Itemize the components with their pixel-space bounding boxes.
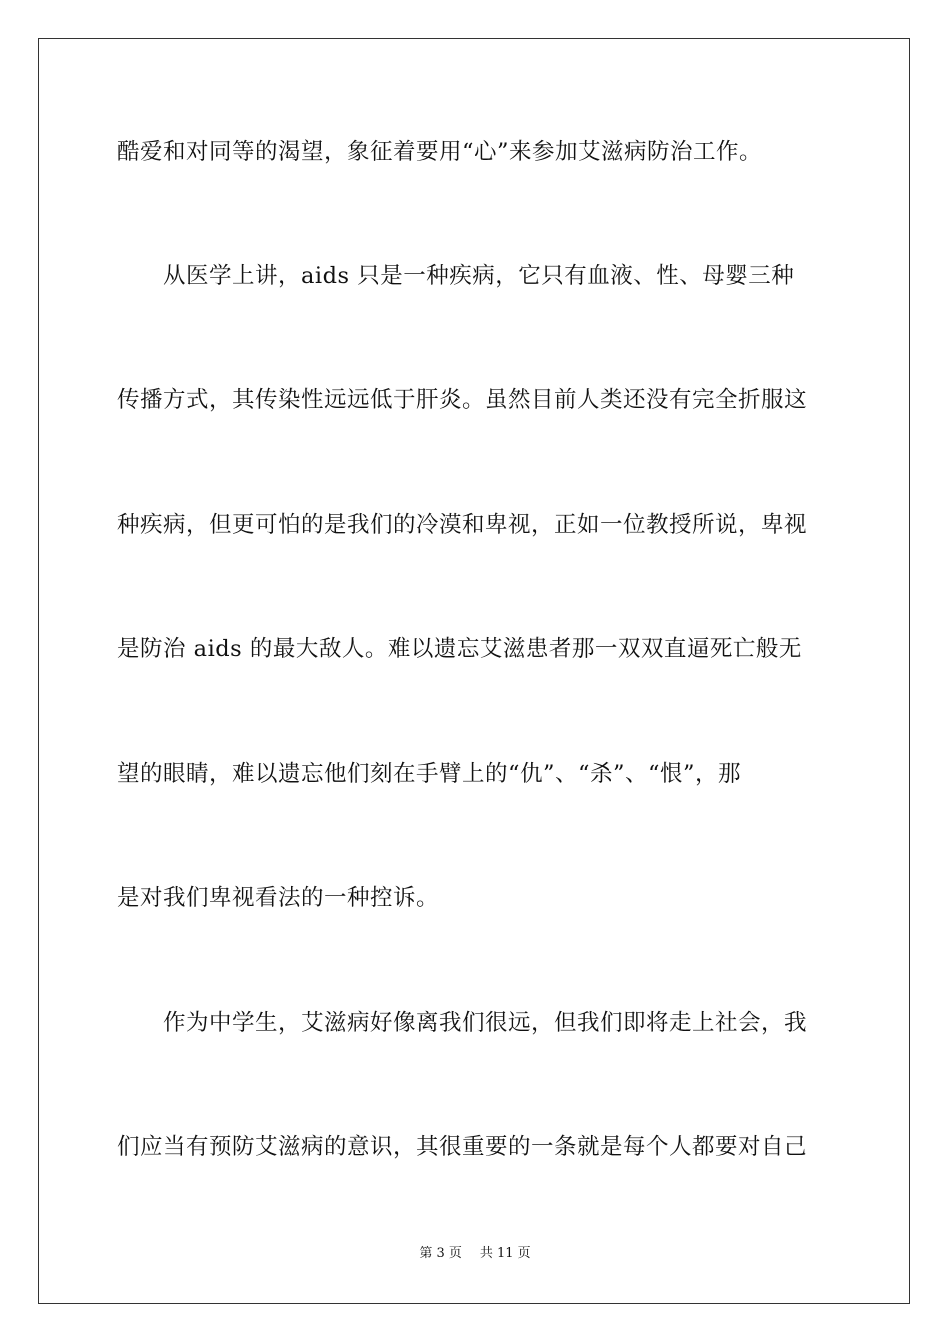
paragraph-line: 传播方式，其传染性远远低于肝炎。虽然目前人类还没有完全折服这	[117, 387, 808, 413]
paragraph-line: 酷爱和对同等的渴望，象征着要用“心”来参加艾滋病防治工作。	[117, 139, 763, 165]
paragraph-line: 们应当有预防艾滋病的意识，其很重要的一条就是每个人都要对自己	[117, 1134, 808, 1160]
page-footer	[0, 1245, 950, 1263]
paragraph-line: 从医学上讲，aids 只是一种疾病，它只有血液、性、母婴三种	[163, 263, 795, 289]
page-number: 第 3 页	[419, 1246, 462, 1261]
page-frame	[38, 38, 910, 1304]
page-total: 共 11 页	[479, 1246, 531, 1261]
paragraph-line: 种疾病，但更可怕的是我们的冷漠和卑视，正如一位教授所说，卑视	[117, 512, 808, 538]
paragraph-line: 是对我们卑视看法的一种控诉。	[117, 885, 440, 911]
paragraph-line: 是防治 aids 的最大敌人。难以遗忘艾滋患者那一双双直逼死亡般无	[117, 636, 802, 662]
paragraph-line: 望的眼睛，难以遗忘他们刻在手臂上的“仇”、“杀”、“恨”，那	[117, 761, 742, 787]
paragraph-line: 作为中学生，艾滋病好像离我们很远，但我们即将走上社会，我	[163, 1010, 808, 1036]
